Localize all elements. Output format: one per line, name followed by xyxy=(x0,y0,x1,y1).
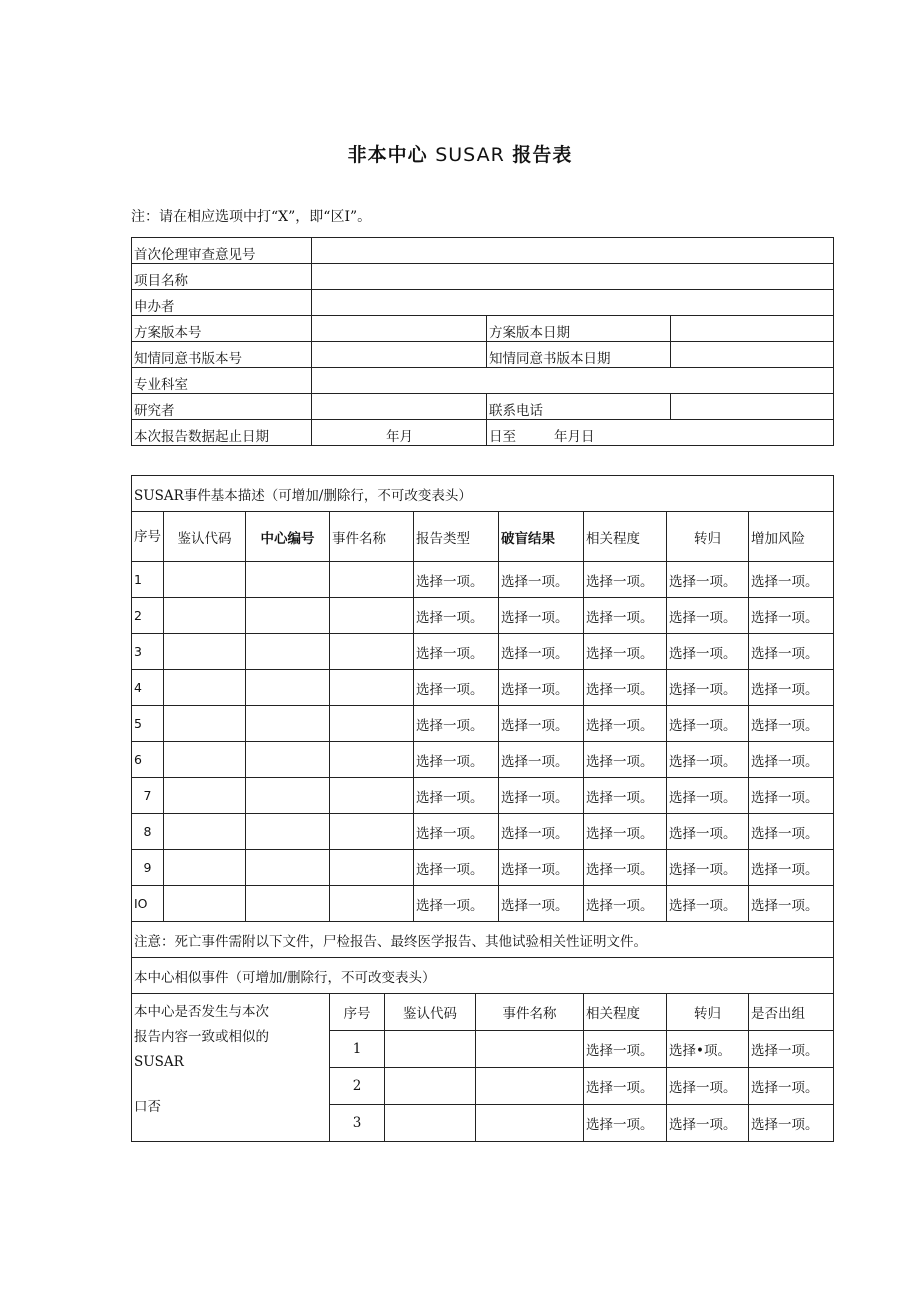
sim-row-inner xyxy=(330,1068,583,1104)
sim-row-no: 3 xyxy=(330,1105,385,1141)
sim-header-code: 鉴认代码 xyxy=(385,994,476,1030)
select-outcome[interactable]: 选择一项。 xyxy=(667,598,749,634)
cell-center-no[interactable] xyxy=(246,598,330,634)
select-outcome[interactable]: 选择一项。 xyxy=(667,670,749,706)
sim-header-outcome: 转归 xyxy=(667,994,749,1031)
cell-center-no[interactable] xyxy=(246,742,330,778)
select-report-type[interactable]: 选择一项。 xyxy=(414,634,499,670)
cell-code[interactable] xyxy=(164,814,246,850)
question-line-2: 报告内容一致或相似的 xyxy=(134,1029,269,1045)
cell-center-no[interactable] xyxy=(246,778,330,814)
cell-event-name[interactable] xyxy=(330,670,414,706)
cell-event-name[interactable] xyxy=(330,814,414,850)
select-outcome[interactable]: 选择一项。 xyxy=(667,778,749,814)
row-no: 3 xyxy=(132,634,164,670)
select-outcome[interactable]: 选择一项。 xyxy=(667,562,749,598)
select-added-risk[interactable]: 选择一项。 xyxy=(749,634,834,670)
sim-select-relatedness[interactable]: 选择一项。 xyxy=(584,1031,667,1068)
cell-center-no[interactable] xyxy=(246,850,330,886)
field-icf-version[interactable] xyxy=(312,342,487,368)
select-outcome[interactable]: 选择一项。 xyxy=(667,742,749,778)
col-header-code: 鉴认代码 xyxy=(164,512,246,562)
sim-cell-event-name[interactable] xyxy=(476,1031,584,1067)
field-protocol-date[interactable] xyxy=(671,316,834,342)
sim-row-inner xyxy=(330,1105,583,1141)
option-no-checkbox[interactable]: 口否 xyxy=(134,1099,161,1115)
select-outcome[interactable]: 选择一项。 xyxy=(667,886,749,922)
cell-code[interactable] xyxy=(164,634,246,670)
select-report-type[interactable]: 选择一项。 xyxy=(414,850,499,886)
sim-cell-code[interactable] xyxy=(385,1105,476,1141)
sim-row-no: 1 xyxy=(330,1031,385,1067)
label-project-name: 项目名称 xyxy=(132,264,312,290)
select-unblinding[interactable]: 选择一项。 xyxy=(499,562,584,598)
date-start-text: 年月 xyxy=(386,429,413,445)
row-no: 7 xyxy=(132,778,164,814)
col-header-unblinding: 破盲结果 xyxy=(499,512,584,562)
cell-center-no[interactable] xyxy=(246,670,330,706)
sim-select-withdrawn[interactable]: 选择一项。 xyxy=(749,1031,834,1068)
select-unblinding[interactable]: 选择一项。 xyxy=(499,778,584,814)
label-phone: 联系电话 xyxy=(487,394,671,420)
row-no: 1 xyxy=(132,562,164,598)
select-report-type[interactable]: 选择一项。 xyxy=(414,814,499,850)
cell-event-name[interactable] xyxy=(330,598,414,634)
row-no: 8 xyxy=(132,814,164,850)
title-prefix: 非本中心 xyxy=(347,144,428,166)
select-report-type[interactable]: 选择一项。 xyxy=(414,742,499,778)
title-suffix: 报告表 xyxy=(512,144,573,166)
sim-header-withdrawn: 是否出组 xyxy=(749,994,834,1031)
page-title xyxy=(0,140,920,167)
select-added-risk[interactable]: 选择一项。 xyxy=(749,562,834,598)
cell-center-no[interactable] xyxy=(246,706,330,742)
sim-select-relatedness[interactable]: 选择一项。 xyxy=(584,1068,667,1105)
label-sponsor: 申办者 xyxy=(132,290,312,316)
select-outcome[interactable]: 选择一项。 xyxy=(667,814,749,850)
cell-event-name[interactable] xyxy=(330,634,414,670)
col-header-relatedness: 相关程度 xyxy=(584,512,667,562)
cell-code[interactable] xyxy=(164,742,246,778)
cell-event-name[interactable] xyxy=(330,886,414,922)
field-icf-date[interactable] xyxy=(671,342,834,368)
select-unblinding[interactable]: 选择一项。 xyxy=(499,886,584,922)
select-added-risk[interactable]: 选择一项。 xyxy=(749,850,834,886)
col-header-center-no: 中心编号 xyxy=(246,512,330,562)
col-header-report-type: 报告类型 xyxy=(414,512,499,562)
select-relatedness[interactable]: 选择一项。 xyxy=(584,742,667,778)
title-latin: SUSAR xyxy=(435,144,505,166)
cell-center-no[interactable] xyxy=(246,562,330,598)
cell-center-no[interactable] xyxy=(246,814,330,850)
cell-event-name[interactable] xyxy=(330,742,414,778)
cell-code[interactable] xyxy=(164,778,246,814)
field-protocol-version[interactable] xyxy=(312,316,487,342)
select-added-risk[interactable]: 选择一项。 xyxy=(749,598,834,634)
susar-section-title: SUSAR事件基本描述（可增加/删除行，不可改变表头） xyxy=(132,476,834,512)
sim-row-inner xyxy=(330,1031,583,1067)
select-outcome[interactable]: 选择一项。 xyxy=(667,850,749,886)
label-investigator: 研究者 xyxy=(132,394,312,420)
table-row xyxy=(132,562,834,598)
sim-select-withdrawn[interactable]: 选择一项。 xyxy=(749,1068,834,1105)
cell-code[interactable] xyxy=(164,706,246,742)
select-added-risk[interactable]: 选择一项。 xyxy=(749,814,834,850)
instruction-note: 注：请在相应选项中打“X”，即“区I”。 xyxy=(131,209,372,225)
cell-code[interactable] xyxy=(164,598,246,634)
similar-subheader xyxy=(330,994,583,1030)
sim-header-relatedness: 相关程度 xyxy=(584,994,667,1031)
select-relatedness[interactable]: 选择一项。 xyxy=(584,598,667,634)
sim-cell-code[interactable] xyxy=(385,1068,476,1104)
table-row xyxy=(132,814,834,850)
select-unblinding[interactable]: 选择一项。 xyxy=(499,706,584,742)
similar-section-title: 本中心相似事件（可增加/删除行，不可改变表头） xyxy=(132,958,834,994)
table-row xyxy=(132,598,834,634)
susar-table xyxy=(131,475,834,1142)
field-investigator[interactable] xyxy=(312,394,487,420)
field-ethics-review-no[interactable] xyxy=(312,238,834,264)
field-department[interactable] xyxy=(312,368,834,394)
table-row xyxy=(132,634,834,670)
table-row xyxy=(132,706,834,742)
cell-event-name[interactable] xyxy=(330,562,414,598)
select-relatedness[interactable]: 选择一项。 xyxy=(584,670,667,706)
table-row xyxy=(132,886,834,922)
label-protocol-version: 方案版本号 xyxy=(132,316,312,342)
row-no: 2 xyxy=(132,598,164,634)
date-end-prefix: 日至 xyxy=(489,429,516,445)
select-unblinding[interactable]: 选择一项。 xyxy=(499,598,584,634)
label-icf-date: 知情同意书版本日期 xyxy=(487,342,671,368)
field-phone[interactable] xyxy=(671,394,834,420)
cell-event-name[interactable] xyxy=(330,778,414,814)
select-report-type[interactable]: 选择一项。 xyxy=(414,886,499,922)
sim-cell-event-name[interactable] xyxy=(476,1105,584,1141)
cell-center-no[interactable] xyxy=(246,634,330,670)
field-date-end[interactable] xyxy=(487,420,834,446)
label-date-range: 本次报告数据起止日期 xyxy=(132,420,312,446)
select-unblinding[interactable]: 选择一项。 xyxy=(499,742,584,778)
select-relatedness[interactable]: 选择一项。 xyxy=(584,814,667,850)
select-outcome[interactable]: 选择一项。 xyxy=(667,634,749,670)
select-relatedness[interactable]: 选择一项。 xyxy=(584,886,667,922)
row-no: IO xyxy=(132,886,164,922)
select-report-type[interactable]: 选择一项。 xyxy=(414,706,499,742)
select-added-risk[interactable]: 选择一项。 xyxy=(749,670,834,706)
cell-code[interactable] xyxy=(164,886,246,922)
question-line-3: SUSAR xyxy=(134,1054,184,1070)
label-protocol-date: 方案版本日期 xyxy=(487,316,671,342)
select-outcome[interactable]: 选择一项。 xyxy=(667,706,749,742)
row-no: 6 xyxy=(132,742,164,778)
basic-info-table xyxy=(131,237,834,446)
similar-header-group xyxy=(330,994,584,1031)
sim-cell-code[interactable] xyxy=(385,1031,476,1067)
select-report-type[interactable]: 选择一项。 xyxy=(414,598,499,634)
question-line-1: 本中心是否发生与本次 xyxy=(134,1004,269,1020)
death-event-notice: 注意：死亡事件需附以下文件，尸检报告、最终医学报告、其他试验相关性证明文件。 xyxy=(132,922,834,958)
field-sponsor[interactable] xyxy=(312,290,834,316)
row-no: 5 xyxy=(132,706,164,742)
sim-row-no: 2 xyxy=(330,1068,385,1104)
select-added-risk[interactable]: 选择一项。 xyxy=(749,706,834,742)
label-ethics-review-no: 首次伦理审查意见号 xyxy=(132,238,312,264)
select-report-type[interactable]: 选择一项。 xyxy=(414,562,499,598)
label-icf-version: 知情同意书版本号 xyxy=(132,342,312,368)
select-report-type[interactable]: 选择一项。 xyxy=(414,670,499,706)
sim-header-event-name: 事件名称 xyxy=(476,994,584,1030)
sim-cell-event-name[interactable] xyxy=(476,1068,584,1104)
col-header-no: 序号 xyxy=(132,512,164,562)
select-unblinding[interactable]: 选择一项。 xyxy=(499,814,584,850)
cell-code[interactable] xyxy=(164,562,246,598)
field-date-start[interactable] xyxy=(312,420,487,446)
select-relatedness[interactable]: 选择一项。 xyxy=(584,562,667,598)
select-added-risk[interactable]: 选择一项。 xyxy=(749,742,834,778)
select-added-risk[interactable]: 选择一项。 xyxy=(749,778,834,814)
cell-code[interactable] xyxy=(164,670,246,706)
select-relatedness[interactable]: 选择一项。 xyxy=(584,778,667,814)
table-row xyxy=(132,778,834,814)
sim-select-outcome[interactable]: 选择一项。 xyxy=(667,1068,749,1105)
sim-select-withdrawn[interactable]: 选择一项。 xyxy=(749,1105,834,1142)
row-no: 9 xyxy=(132,850,164,886)
cell-code[interactable] xyxy=(164,850,246,886)
select-unblinding[interactable]: 选择一项。 xyxy=(499,850,584,886)
cell-event-name[interactable] xyxy=(330,850,414,886)
sim-select-outcome[interactable]: 选择一项。 xyxy=(667,1105,749,1142)
select-unblinding[interactable]: 选择一项。 xyxy=(499,670,584,706)
sim-header-no: 序号 xyxy=(330,994,385,1030)
select-unblinding[interactable]: 选择一项。 xyxy=(499,634,584,670)
table-row xyxy=(132,742,834,778)
table-row xyxy=(132,670,834,706)
field-project-name[interactable] xyxy=(312,264,834,290)
sim-select-outcome[interactable]: 选择•项。 xyxy=(667,1031,749,1068)
similar-question xyxy=(132,994,330,1142)
cell-event-name[interactable] xyxy=(330,706,414,742)
select-added-risk[interactable]: 选择一项。 xyxy=(749,886,834,922)
select-relatedness[interactable]: 选择一项。 xyxy=(584,706,667,742)
select-relatedness[interactable]: 选择一项。 xyxy=(584,634,667,670)
select-relatedness[interactable]: 选择一项。 xyxy=(584,850,667,886)
col-header-event-name: 事件名称 xyxy=(330,512,414,562)
table-row xyxy=(132,850,834,886)
col-header-added-risk: 增加风险 xyxy=(749,512,834,562)
cell-center-no[interactable] xyxy=(246,886,330,922)
col-header-outcome: 转归 xyxy=(667,512,749,562)
label-department: 专业科室 xyxy=(132,368,312,394)
date-end-text: 年月日 xyxy=(554,429,595,445)
row-no: 4 xyxy=(132,670,164,706)
sim-select-relatedness[interactable]: 选择一项。 xyxy=(584,1105,667,1142)
select-report-type[interactable]: 选择一项。 xyxy=(414,778,499,814)
